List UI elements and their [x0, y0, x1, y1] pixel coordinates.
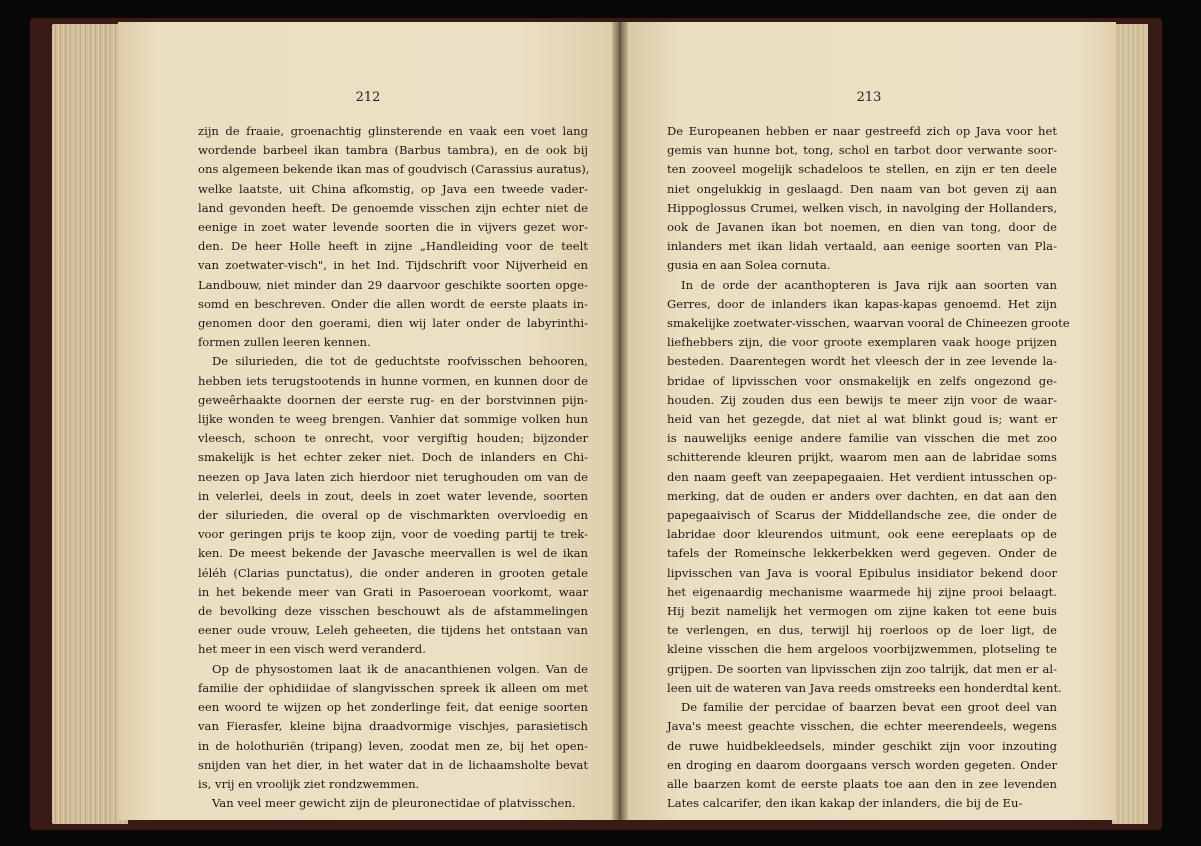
text-line: genomen door den goerami, dien wij later onder de labyrinthi- [198, 316, 588, 331]
text-line: Lates calcarifer, den ikan kakap der inlanders, die bij de Eu- [667, 796, 1023, 811]
text-line: De familie der percidae of baarzen bevat een groot deel van [681, 700, 1057, 715]
text-line: vleesch, schoon te onrecht, voor vergiftig houden; bijzonder [198, 431, 588, 446]
text-line: lipvisschen van Java is vooral Epibulus insidiator bekend door [667, 565, 1057, 580]
text-line: Landbouw, niet minder dan 29 daarvoor geschikte soorten opge- [198, 277, 588, 292]
text-line: eener oude vrouw, Leleh geheeten, die tijdens het ontstaan van [198, 623, 588, 638]
text-line: is, vrij en vroolijk ziet rondzwemmen. [198, 776, 420, 791]
text-line: Gerres, door de inlanders ikan kapas-kapas genoemd. Het zijn [667, 296, 1057, 311]
text-line: alle baarzen komt de eerste plaats toe aan den in zee levenden [667, 776, 1057, 791]
page-edges-right [1112, 24, 1148, 824]
text-line: grijpen. De soorten van lipvisschen zijn zoo talrijk, dat men er al- [667, 661, 1057, 676]
text-line: smakelijke zoetwater-visschen, waarvan vooral de Chineezen groote [667, 316, 1070, 331]
page-edges-left [52, 24, 128, 824]
text-line: ook de Javanen ikan bot noemen, en dien van tong, door de [667, 220, 1057, 235]
book-gutter [612, 22, 628, 820]
text-line: land gevonden heeft. De genoemde visschen zijn echter niet de [198, 200, 588, 215]
left-page-text [198, 122, 588, 813]
text-line: het eigenaardig mechanisme waarmede hij zijne prooi belaagt. [667, 584, 1057, 599]
text-line: van Fierasfer, kleine bijna draadvormige vischjes, parasietisch [198, 719, 588, 734]
text-line: een woord te wijzen op het zonderlinge feit, dat eenige soorten [198, 700, 588, 715]
text-line: den. De heer Holle heeft in zijne „Handleiding voor de teelt [198, 239, 588, 254]
text-line: familie der ophidiidae of slangvisschen spreek ik alleen om met [198, 680, 588, 695]
text-line: lijke wonden te weeg brengen. Vanhier dat sommige volken hun [198, 412, 588, 427]
text-line: de ruwe huidbekleedsels, minder geschikt zijn voor inzouting [667, 738, 1057, 753]
text-line: schitterende kleuren prijkt, waarom men aan de labridae soms [667, 450, 1057, 465]
text-line: niet ongelukkig in geslaagd. Den naam van bot geven zij aan [667, 181, 1057, 196]
text-line: somd en beschreven. Onder die allen wordt de eerste plaats in- [198, 296, 588, 311]
text-line: der silurieden, die overal op de vischmarkten overvloedig en [198, 508, 588, 523]
text-line: besteden. Daarentegen wordt het vleesch der in zee levende la- [667, 354, 1057, 369]
text-line: ons algemeen bekende ikan mas of goudvisch (Carassius auratus), [198, 162, 590, 177]
text-line: gusia en aan Solea cornuta. [667, 258, 831, 273]
text-line: labridae door kleurendos uitmunt, ook eene eereplaats op de [667, 527, 1057, 542]
text-line: te verlengen, en dus, terwijl hij roerloos op de loer ligt, de [667, 623, 1057, 638]
text-line: De Europeanen hebben er naar gestreefd zich op Java voor het [667, 124, 1057, 138]
text-line: In de orde der acanthopteren is Java rijk aan soorten van [681, 277, 1057, 292]
text-line: Hij bezit namelijk het vermogen om zijne kaken tot eene buis [667, 604, 1057, 619]
page-number-left: 212 [355, 90, 381, 105]
text-line: liefhebbers zijn, die voor groote exemplaren vaak hooge prijzen [667, 335, 1057, 350]
text-line: De silurieden, die tot de geduchtste roofvisschen behooren, [212, 354, 588, 369]
text-line: Hippoglossus Crumei, welken visch, in navolging der Hollanders, [667, 200, 1057, 215]
text-line: in het bekende meer van Grati in Pasoeroean voorkomt, waar [198, 584, 588, 599]
text-line: ten zooveel mogelijk schadeloos te stellen, en zijn er ten deele [667, 162, 1057, 177]
text-line: welke laatste, uit China afkomstig, op Java een tweede vader- [198, 181, 588, 196]
text-line: snijden van het dier, in het water dat in de lichaamsholte bevat [198, 757, 588, 772]
text-line: papegaaivisch of Scarus der Middellandsche zee, die onder de [667, 508, 1057, 523]
text-line: heid van het gezegde, dat niet al wat blinkt goud is; want er [667, 412, 1057, 427]
text-line: den naam geeft van zeepapegaaien. Het verdient intusschen op- [667, 469, 1057, 484]
text-line: wordende barbeel ikan tambra (Barbus tambra), en de ook bij [198, 143, 588, 158]
text-line: voor geringen prijs te koop zijn, voor de voeding partij te trek- [198, 527, 588, 542]
page-number-right: 213 [856, 90, 882, 105]
text-line: houden. Zij zouden dus een bewijs te meer zijn voor de waar- [667, 392, 1057, 407]
text-line: merking, dat de ouden er anders over dachten, en dat aan den [667, 488, 1057, 503]
text-line: smakelijk is het echter zeker niet. Doch de inlanders en Chi- [198, 450, 588, 465]
text-line: Op de physostomen laat ik de anacanthienen volgen. Van de [212, 661, 588, 676]
right-page-text [667, 122, 1070, 813]
text-line: Java's meest geachte visschen, die echter meerendeels, wegens [667, 719, 1057, 734]
text-line: neezen op Java laten zich hierdoor niet terughouden om van de [198, 469, 588, 484]
text-line: zijn de fraaie, groenachtig glinsterende en vaak een voet lang [198, 124, 588, 138]
text-line: gemis van hunne bot, tong, schol en tarbot door verwante soor- [667, 143, 1057, 158]
text-line: kleine visschen die hem argeloos voorbijzwemmen, plotseling te [667, 642, 1057, 657]
text-line: in velerlei, deels in zout, deels in zoet water levende, soorten [198, 488, 588, 503]
right-page [622, 22, 1116, 820]
text-line: is nauwelijks eenige andere familie van visschen die met zoo [667, 431, 1057, 446]
text-line: eenige in zoet water levende soorten die in vijvers gezet wor- [198, 220, 588, 235]
text-line: ken. De meest bekende der Javasche meervallen is wel de ikan [198, 546, 588, 561]
text-line: hebben iets terugstootends in hunne vormen, en kunnen door de [198, 373, 588, 388]
text-line: formen zullen leeren kennen. [198, 335, 371, 350]
text-line: in de holothuriën (tripang) leven, zoodat men ze, bij het open- [198, 738, 588, 753]
text-line: de bevolking deze visschen beschouwt als de afstammelingen [198, 604, 588, 619]
left-page [118, 22, 618, 820]
text-line: geweêrhaakte doornen der eerste rug- en der borstvinnen pijn- [198, 392, 588, 407]
text-line: inlanders met ikan lidah vertaald, aan eenige soorten van Pla- [667, 239, 1057, 254]
text-line: Van veel meer gewicht zijn de pleuronectidae of platvisschen. [212, 796, 576, 811]
text-line: léléh (Clarias punctatus), die onder anderen in grooten getale [198, 565, 588, 580]
text-line: leen uit de wateren van Java reeds omstreeks een honderdtal kent. [667, 680, 1062, 695]
text-line: en droging en daarom doorgaans versch worden gegeten. Onder [667, 757, 1057, 772]
text-line: bridae of lipvisschen voor onsmakelijk en zelfs ongezond ge- [667, 373, 1057, 388]
text-line: tafels der Romeinsche lekkerbekken werd gegeven. Onder de [667, 546, 1057, 561]
text-line: het meer in een visch werd veranderd. [198, 642, 426, 657]
text-line: van zoetwater-visch", in het Ind. Tijdschrift voor Nijverheid en [198, 258, 588, 273]
